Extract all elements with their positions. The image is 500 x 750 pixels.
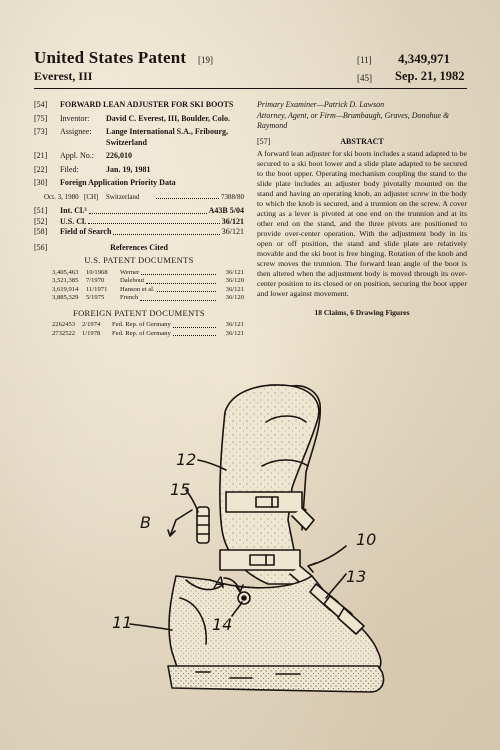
field-label: Appl. No.: xyxy=(60,151,94,160)
dot-leader xyxy=(146,277,216,284)
date-ref-code: [45] xyxy=(357,73,372,83)
citation-name-text: Dalebout xyxy=(120,277,145,284)
citation-date: 7/1970 xyxy=(86,277,105,284)
ref-label-12: 12 xyxy=(176,450,197,469)
citation-class: 36/121 xyxy=(225,268,244,276)
dot-leader xyxy=(156,192,219,200)
field-code: [51] xyxy=(34,206,48,215)
citation-class: 36/120 xyxy=(225,277,244,284)
field-search-row xyxy=(34,227,244,238)
sole-stipple xyxy=(168,666,384,692)
inventor-field xyxy=(34,114,244,125)
citation-number: 2262453 xyxy=(52,321,76,328)
citation-name-text: Hanson et al. xyxy=(120,285,155,293)
intcl-row xyxy=(34,206,244,217)
ref-label-b: B xyxy=(140,513,151,532)
patent-office-title: United States Patent xyxy=(34,48,187,67)
right-column xyxy=(257,100,467,319)
field-code: [75] xyxy=(34,113,48,123)
attorney: Attorney, Agent, or Firm—Brumbaugh, Graves, Donohue & Raymond xyxy=(257,110,450,130)
citation-date: 2/1974 xyxy=(82,321,101,328)
field-label: Filed: xyxy=(60,164,79,174)
citation-number: 3,885,329 xyxy=(52,294,79,301)
priority-row xyxy=(44,192,244,203)
ref-label-10: 10 xyxy=(356,530,377,549)
primary-examiner: Primary Examiner—Patrick D. Lawson xyxy=(257,100,385,109)
citation-name xyxy=(112,330,218,339)
field-label: U.S. Cl. xyxy=(60,216,87,226)
citation-number: 3,405,463 xyxy=(52,268,79,276)
field-code: [57] xyxy=(257,136,271,146)
patent-number: 4,349,971 xyxy=(398,51,450,66)
title-ref-code: [19] xyxy=(198,55,213,65)
citation-name-text: Werner xyxy=(120,268,140,276)
citation-class: 36/121 xyxy=(225,285,244,293)
citation-row xyxy=(52,294,244,303)
citation-name-text: Fed. Rep. of Germany xyxy=(112,329,171,337)
field-code: [56] xyxy=(34,242,48,252)
filed-value: Jan. 19, 1981 xyxy=(106,164,151,174)
uscl-value: 36/121 xyxy=(221,216,244,226)
dot-leader xyxy=(173,321,216,328)
field-code: [21] xyxy=(34,151,48,160)
number-ref-code: [11] xyxy=(357,55,372,65)
claims-summary: 18 Claims, 6 Drawing Figures xyxy=(314,308,410,317)
arrow-b xyxy=(168,510,192,536)
field-code: [73] xyxy=(34,127,48,136)
assignee-value: Lange International S.A., Fribourg, Switzerland xyxy=(106,127,229,147)
citation-date: 1/1978 xyxy=(82,329,101,337)
dot-leader xyxy=(89,206,207,214)
leader-13 xyxy=(326,574,346,598)
dot-leader xyxy=(157,286,216,293)
citation-name xyxy=(120,294,218,303)
field-label: Assignee: xyxy=(60,127,92,136)
dot-leader xyxy=(173,330,216,337)
abstract-header xyxy=(257,137,467,148)
dot-leader xyxy=(140,294,216,301)
uscl-row xyxy=(34,217,244,228)
ref-label-11: 11 xyxy=(112,613,133,632)
field-code: [58] xyxy=(34,227,48,236)
us-docs-list xyxy=(34,269,244,303)
citation-date: 5/1975 xyxy=(86,294,105,301)
abstract-text: A forward lean adjuster for ski boots includes a stand adapted to be secured to a ski boot lower and a slide plate adapted to be secured to the boot upper. Operating mechanism coupling the stand to the slide plate includes an adjuster body pivotally mounted on the stand and having an operating knob, an adjuster screw in the body to which the knob is secured, and a trunnion on the screw. A cover acting as a lever is pivoted at one end on the trunnion and at its other end on the stand, and the three pivots are positioned to provide over-center operation. With the adjustment body in its open or off position, the stand and slide plate are relatively movable and the ski boot is free hinging. Rotation of the knob and screw moves the trunnion. The forward lean angle of the boot is then altered when the adjustment body is moved through its over-center position to its closed or on position, securing the boot upper and lower against movement. xyxy=(257,149,467,298)
foreign-docs-heading: FOREIGN PATENT DOCUMENTS xyxy=(73,307,205,318)
citation-number: 3,521,385 xyxy=(52,277,79,284)
us-docs-heading: U.S. PATENT DOCUMENTS xyxy=(84,255,194,265)
left-column xyxy=(34,100,244,338)
citation-row xyxy=(52,286,244,295)
ref-label-a: A xyxy=(214,573,225,592)
field-search-value: 36/121 xyxy=(221,227,244,236)
dot-leader xyxy=(88,217,220,225)
citation-class: 36/121 xyxy=(225,321,244,328)
ref-label-13: 13 xyxy=(346,567,367,586)
citation-number: 3,619,914 xyxy=(52,285,79,293)
dot-leader xyxy=(113,227,219,235)
citation-class: 36/120 xyxy=(225,294,244,301)
arrow-10 xyxy=(308,546,346,572)
appl-field xyxy=(34,151,244,162)
priority-number: 7388/80 xyxy=(221,192,244,201)
citation-date: 11/1971 xyxy=(86,285,108,293)
abstract-heading: ABSTRACT xyxy=(340,136,384,146)
intcl-value: A43B 5/04 xyxy=(208,206,244,215)
assignee-field xyxy=(34,127,244,148)
field-code: [22] xyxy=(34,164,48,174)
patent-title: FORWARD LEAN ADJUSTER FOR SKI BOOTS xyxy=(60,100,234,109)
ref-label-14: 14 xyxy=(212,615,233,634)
citation-row xyxy=(52,269,244,278)
header-rule xyxy=(34,88,467,89)
references-field xyxy=(34,243,244,254)
inventor-value: David C. Everest, III, Boulder, Colo. xyxy=(106,113,231,123)
ref-label-15: 15 xyxy=(170,480,191,499)
patent-date: Sep. 21, 1982 xyxy=(395,69,465,83)
citation-class: 36/121 xyxy=(225,329,244,337)
field-code: [52] xyxy=(34,216,48,226)
filed-field xyxy=(34,165,244,176)
citation-name xyxy=(120,269,218,278)
field-label: Int. Cl.³ xyxy=(60,206,87,215)
citation-name-text: French xyxy=(120,294,139,301)
citation-name xyxy=(112,321,218,330)
ski-boot-drawing xyxy=(0,370,500,700)
priority-cc: [CH] xyxy=(84,192,99,201)
citation-name xyxy=(120,277,218,286)
field-label: Inventor: xyxy=(60,113,90,123)
citation-row xyxy=(52,330,244,339)
citation-row xyxy=(52,321,244,330)
priority-country: Switzerland xyxy=(106,192,140,201)
lean-adjuster xyxy=(197,507,209,543)
field-label: Field of Search xyxy=(60,227,112,236)
priority-date: Oct. 3, 1980 xyxy=(44,192,79,201)
foreign-docs-list xyxy=(34,321,244,338)
citation-name-text: Fed. Rep. of Germany xyxy=(112,321,171,328)
citation-row xyxy=(52,277,244,286)
citation-name xyxy=(120,286,218,295)
citation-number: 2732522 xyxy=(52,329,76,337)
inventor-short: Everest, III xyxy=(34,69,93,83)
references-heading: References Cited xyxy=(110,242,168,252)
dot-leader xyxy=(141,269,216,276)
priority-heading: Foreign Application Priority Data xyxy=(60,178,176,187)
citation-date: 10/1968 xyxy=(86,268,108,276)
pivot-center xyxy=(242,596,246,600)
leader-11 xyxy=(130,624,172,630)
appl-value: 226,010 xyxy=(106,151,132,160)
priority-field xyxy=(34,178,244,189)
field-code: [54] xyxy=(34,100,48,109)
field-code: [30] xyxy=(34,178,48,187)
title-field xyxy=(34,100,244,111)
